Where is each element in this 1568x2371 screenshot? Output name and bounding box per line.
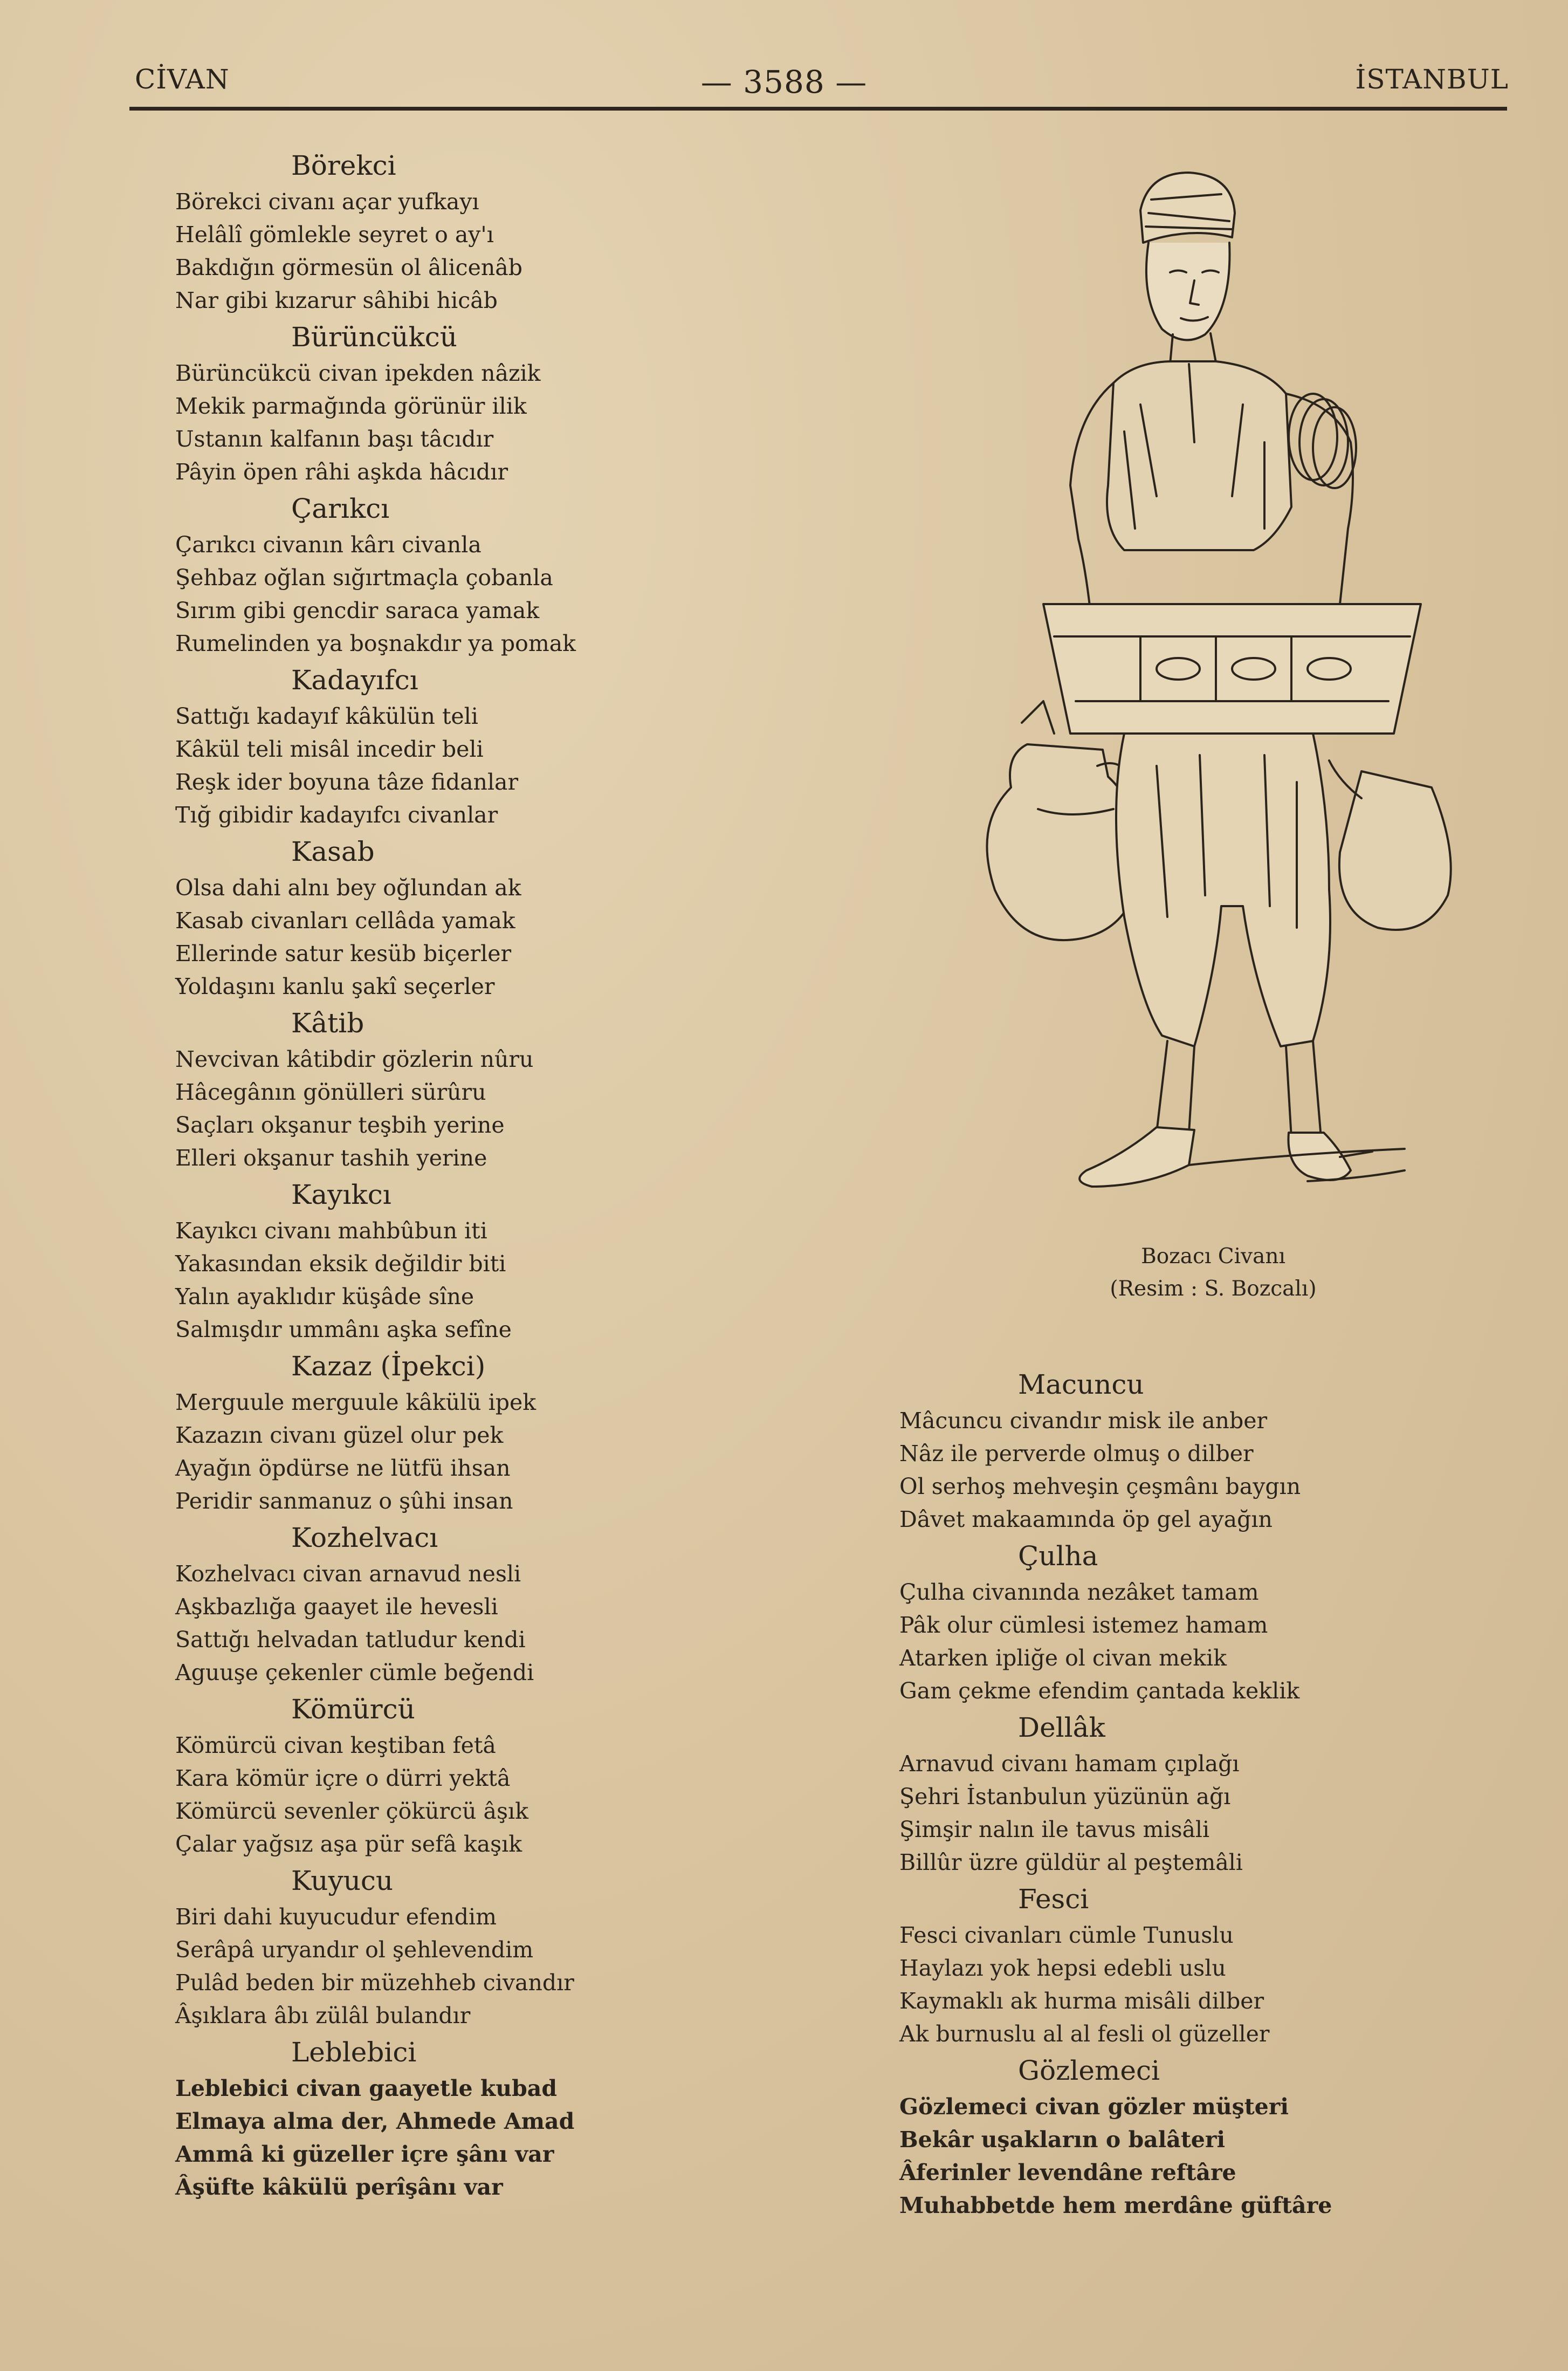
section-title: Dellâk bbox=[1018, 1712, 1105, 1743]
verse-line: Âferinler levendâne reftâre bbox=[899, 2160, 1236, 2185]
verse-line: Pâyin öpen râhi aşkda hâcıdır bbox=[175, 459, 508, 485]
verse-line: Nar gibi kızarur sâhibi hicâb bbox=[175, 287, 498, 313]
verse-line: Bakdığın görmesün ol âlicenâb bbox=[175, 255, 522, 280]
section-title: Kayıkcı bbox=[291, 1179, 391, 1210]
verse-line: Âşüfte kâkülü perîşânı var bbox=[175, 2174, 503, 2200]
verse-line: Merguule merguule kâkülü ipek bbox=[175, 1389, 537, 1415]
verse-line: Arnavud civanı hamam çıplağı bbox=[899, 1751, 1240, 1777]
verse-line: Çarıkcı civanın kârı civanla bbox=[175, 532, 482, 558]
verse-line: Biri dahi kuyucudur efendim bbox=[175, 1904, 497, 1930]
verse-line: Fesci civanları cümle Tunuslu bbox=[899, 1922, 1234, 1948]
section-title: Kozhelvacı bbox=[291, 1522, 438, 1553]
header-rule bbox=[129, 107, 1507, 111]
verse-line: Aşkbazlığa gaayet ile hevesli bbox=[175, 1594, 498, 1620]
section-title: Kömürcü bbox=[291, 1694, 415, 1725]
page-number: — 3588 — bbox=[700, 64, 868, 100]
verse-line: Sattığı kadayıf kâkülün teli bbox=[175, 703, 478, 729]
verse-line: Sırım gibi gencdir saraca yamak bbox=[175, 598, 540, 623]
poem-section bbox=[175, 1861, 714, 2032]
verse-line: Börekci civanı açar yufkayı bbox=[175, 189, 479, 215]
section-title: Kadayıfcı bbox=[291, 664, 418, 696]
verse-line: Billûr üzre güldür al peştemâli bbox=[899, 1849, 1243, 1875]
verse-line: Ustanın kalfanın başı tâcıdır bbox=[175, 426, 494, 452]
verse-line: Kâkül teli misâl incedir beli bbox=[175, 736, 484, 762]
verse-line: Ayağın öpdürse ne lütfü ihsan bbox=[175, 1455, 511, 1481]
verse-line: Âşıklara âbı zülâl bulandır bbox=[175, 2003, 471, 2029]
verse-line: Hâcegânın gönülleri sürûru bbox=[175, 1079, 486, 1105]
verse-line: Yoldaşını kanlu şakî seçerler bbox=[175, 974, 495, 999]
verse-line: Kozhelvacı civan arnavud nesli bbox=[175, 1561, 521, 1587]
verse-line: Muhabbetde hem merdâne güftâre bbox=[899, 2192, 1332, 2218]
figure-caption bbox=[1024, 1241, 1402, 1305]
section-title: Kuyucu bbox=[291, 1865, 394, 1896]
poem-section bbox=[899, 1879, 1385, 2051]
section-title: Bürüncükcü bbox=[291, 321, 457, 353]
verse-line: Çalar yağsız aşa pür sefâ kaşık bbox=[175, 1831, 522, 1857]
poem-section bbox=[175, 832, 714, 1003]
verse-line: Pulâd beden bir müzehheb civandır bbox=[175, 1970, 574, 1996]
verse-line: Mâcuncu civandır misk ile anber bbox=[899, 1408, 1268, 1434]
verse-line: Şehri İstanbulun yüzünün ağı bbox=[899, 1784, 1231, 1810]
poem-section bbox=[175, 2032, 714, 2204]
verse-line: Helâlî gömlekle seyret o ay'ı bbox=[175, 222, 494, 248]
section-title: Macuncu bbox=[1018, 1369, 1144, 1400]
verse-line: Kazazın civanı güzel olur pek bbox=[175, 1422, 504, 1448]
verse-line: Kara kömür içre o dürri yektâ bbox=[175, 1765, 511, 1791]
poem-section bbox=[175, 489, 714, 660]
poem-section bbox=[899, 2051, 1385, 2222]
verse-line: Reşk ider boyuna tâze fidanlar bbox=[175, 769, 519, 795]
verse-line: Kaymaklı ak hurma misâli dilber bbox=[899, 1988, 1264, 2014]
section-title: Kazaz (İpekci) bbox=[291, 1351, 486, 1382]
section-title: Leblebici bbox=[291, 2037, 417, 2068]
verse-line: Rumelinden ya boşnakdır ya pomak bbox=[175, 631, 576, 656]
section-title: Kâtib bbox=[291, 1008, 365, 1039]
verse-line: Ammâ ki güzeller içre şânı var bbox=[175, 2141, 554, 2167]
section-title: Çarıkcı bbox=[291, 493, 390, 524]
poem-section bbox=[899, 1365, 1385, 1536]
poem-section bbox=[175, 1518, 714, 1689]
poem-section bbox=[175, 146, 714, 317]
verse-line: Haylazı yok hepsi edebli uslu bbox=[899, 1955, 1226, 1981]
left-column bbox=[175, 146, 714, 2204]
verse-line: Kayıkcı civanı mahbûbun iti bbox=[175, 1218, 487, 1244]
verse-line: Bürüncükcü civan ipekden nâzik bbox=[175, 360, 541, 386]
caption-credit: (Resim : S. Bozcalı) bbox=[1110, 1277, 1317, 1301]
verse-line: Serâpâ uryandır ol şehlevendim bbox=[175, 1937, 534, 1963]
verse-line: Ol serhoş mehveşin çeşmânı baygın bbox=[899, 1474, 1301, 1499]
verse-line: Dâvet makaamında öp gel ayağın bbox=[899, 1506, 1273, 1532]
verse-line: Ellerinde satur kesüb biçerler bbox=[175, 941, 512, 967]
right-column bbox=[899, 1365, 1385, 2222]
verse-line: Gözlemeci civan gözler müşteri bbox=[899, 2094, 1289, 2120]
verse-line: Bekâr uşakların o balâteri bbox=[899, 2127, 1226, 2153]
verse-line: Tığ gibidir kadayıfcı civanlar bbox=[175, 802, 498, 828]
verse-line: Aguuşe çekenler cümle beğendi bbox=[175, 1660, 534, 1685]
verse-line: Elmaya alma der, Ahmede Amad bbox=[175, 2108, 575, 2134]
bozaci-illustration-icon bbox=[962, 162, 1502, 1246]
verse-line: Çulha civanında nezâket tamam bbox=[899, 1579, 1259, 1605]
poem-section bbox=[899, 1536, 1385, 1708]
poem-section bbox=[175, 1175, 714, 1346]
poem-section bbox=[899, 1708, 1385, 1879]
verse-line: Şimşir nalın ile tavus misâli bbox=[899, 1817, 1210, 1842]
section-title: Gözlemeci bbox=[1018, 2055, 1160, 2086]
section-title: Börekci bbox=[291, 150, 396, 181]
section-title: Kasab bbox=[291, 836, 375, 867]
section-title: Çulha bbox=[1018, 1540, 1098, 1572]
verse-line: Pâk olur cümlesi istemez hamam bbox=[899, 1612, 1268, 1638]
poem-section bbox=[175, 317, 714, 489]
verse-line: Nâz ile perverde olmuş o dilber bbox=[899, 1441, 1254, 1467]
verse-line: Yakasından eksik değildir biti bbox=[175, 1251, 506, 1277]
poem-section bbox=[175, 1689, 714, 1861]
verse-line: Şehbaz oğlan sığırtmaçla çobanla bbox=[175, 565, 553, 591]
poem-section bbox=[175, 1003, 714, 1175]
verse-line: Nevcivan kâtibdir gözlerin nûru bbox=[175, 1046, 534, 1072]
caption-title: Bozacı Civanı bbox=[1141, 1244, 1285, 1269]
verse-line: Sattığı helvadan tatludur kendi bbox=[175, 1627, 526, 1653]
verse-line: Peridir sanmanuz o şûhi insan bbox=[175, 1488, 513, 1514]
verse-line: Kömürcü civan keştiban fetâ bbox=[175, 1732, 496, 1758]
verse-line: Kömürcü sevenler çökürcü âşık bbox=[175, 1798, 528, 1824]
running-head-left: CİVAN bbox=[135, 64, 230, 95]
verse-line: Salmışdır ummânı aşka sefîne bbox=[175, 1317, 512, 1342]
verse-line: Ak burnuslu al al fesli ol güzeller bbox=[899, 2021, 1270, 2047]
verse-line: Atarken ipliğe ol civan mekik bbox=[899, 1645, 1227, 1671]
verse-line: Mekik parmağında görünür ilik bbox=[175, 393, 527, 419]
verse-line: Yalın ayaklıdır küşâde sîne bbox=[175, 1284, 474, 1310]
running-head-right: İSTANBUL bbox=[1355, 64, 1509, 95]
verse-line: Gam çekme efendim çantada keklik bbox=[899, 1678, 1300, 1704]
section-title: Fesci bbox=[1018, 1883, 1089, 1915]
verse-line: Kasab civanları cellâda yamak bbox=[175, 908, 515, 934]
verse-line: Elleri okşanur tashih yerine bbox=[175, 1145, 487, 1171]
verse-line: Saçları okşanur teşbih yerine bbox=[175, 1112, 505, 1138]
poem-section bbox=[175, 660, 714, 832]
verse-line: Olsa dahi alnı bey oğlundan ak bbox=[175, 875, 521, 901]
verse-line: Leblebici civan gaayetle kubad bbox=[175, 2075, 558, 2101]
poem-section bbox=[175, 1346, 714, 1518]
